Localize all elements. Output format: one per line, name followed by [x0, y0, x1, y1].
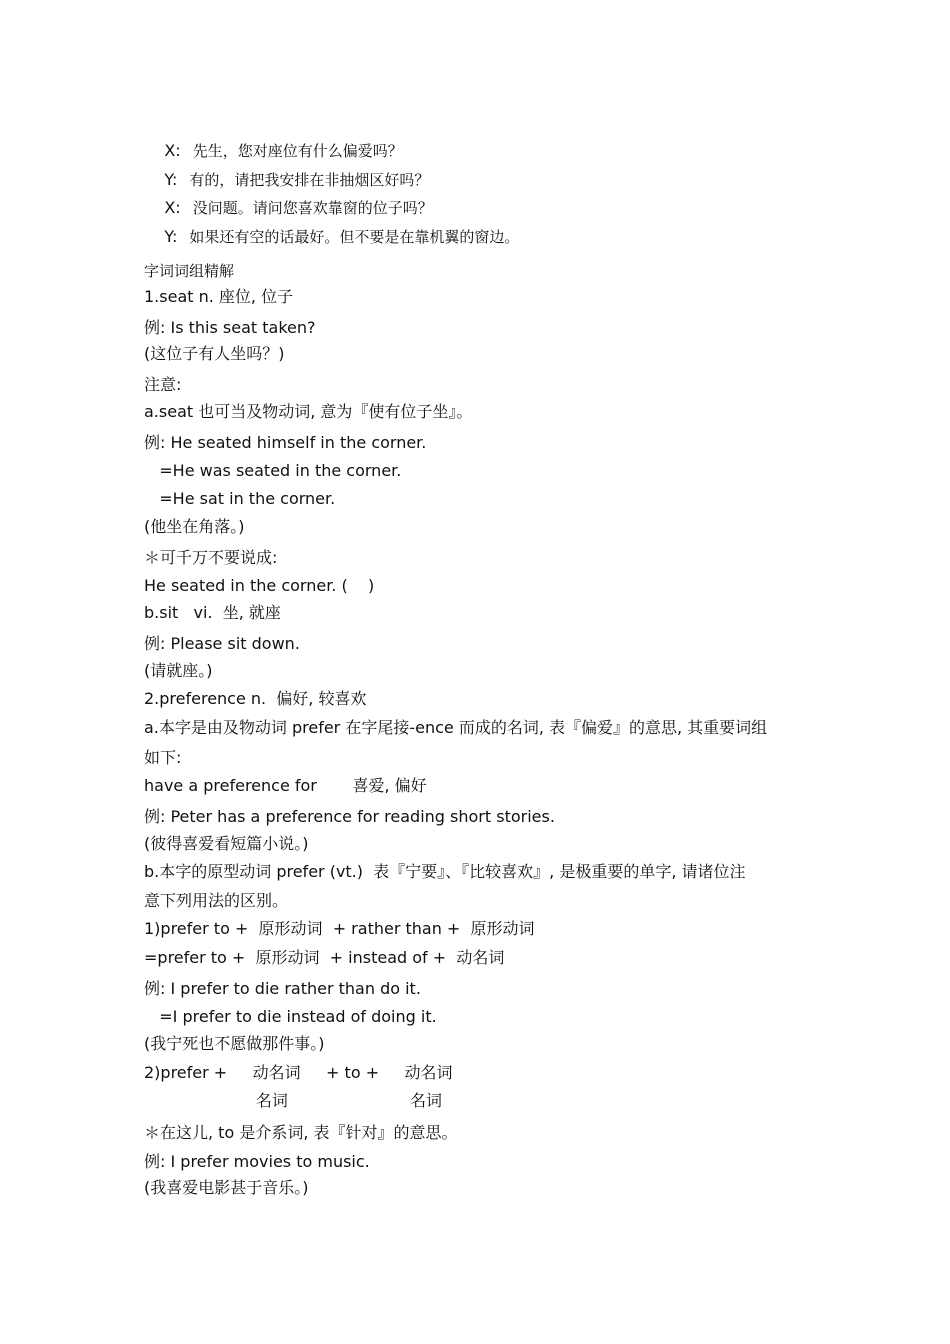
text-line: =I prefer to die instead of doing it.	[144, 1007, 437, 1026]
text-line: (他坐在角落。)	[144, 517, 245, 536]
text-line: 例: I prefer to die rather than do it.	[144, 979, 421, 998]
text-line: =He sat in the corner.	[144, 489, 336, 508]
text-line: =prefer to + 原形动词 + instead of + 动名词	[144, 948, 505, 967]
dialogue-text: 先生，您对座位有什么偏爱吗？	[192, 142, 403, 160]
text-line: 2.preference n. 偏好, 较喜欢	[144, 689, 367, 708]
speaker-label: X:	[164, 198, 181, 217]
text-line: =He was seated in the corner.	[144, 461, 402, 480]
text-line: 1.seat n. 座位, 位子	[144, 287, 294, 306]
text-line: 1)prefer to + 原形动词 + rather than + 原形动词	[144, 919, 535, 938]
dialogue-line	[144, 207, 519, 267]
dialogue-text: 没问题。请问您喜欢靠窗的位子吗？	[192, 199, 433, 217]
text-line: b.本字的原型动词 prefer (vt.) 表『宁要』、『比较喜欢』, 是极重要的单字, 请诸位注	[144, 862, 746, 881]
text-line: (请就座。)	[144, 661, 213, 680]
text-line: 2)prefer + 动名词 + to + 动名词	[144, 1063, 453, 1082]
text-line: have a preference for 喜爱, 偏好	[144, 776, 427, 795]
text-line: (这位子有人坐吗？)	[144, 344, 285, 363]
dialogue-text: 有的，请把我安排在非抽烟区好吗？	[189, 171, 430, 189]
text-line: (我喜爱电影甚于音乐。)	[144, 1178, 309, 1197]
text-line: (我宁死也不愿做那件事。)	[144, 1034, 325, 1053]
text-line: 例: He seated himself in the corner.	[144, 433, 427, 452]
text-line: 例: I prefer movies to music.	[144, 1152, 370, 1171]
speaker-label: Y:	[164, 170, 178, 189]
text-line: 意下列用法的区别。	[144, 891, 289, 910]
text-line: 例: Is this seat taken?	[144, 318, 316, 337]
text-line: 例: Peter has a preference for reading short stories.	[144, 807, 555, 826]
speaker-label: Y:	[164, 227, 178, 246]
text-line: a.本字是由及物动词 prefer 在字尾接-ence 而成的名词, 表『偏爱』的意思, 其重要词组	[144, 718, 768, 737]
text-line: 如下:	[144, 748, 182, 767]
text-line: He seated in the corner. ( )	[144, 576, 375, 595]
section-title: 字词词组精解	[144, 262, 235, 280]
text-line: ＊可千万不要说成:	[144, 548, 278, 567]
text-line: a.seat 也可当及物动词, 意为『使有位子坐』。	[144, 402, 473, 421]
dialogue-text: 如果还有空的话最好。但不要是在靠机翼的窗边。	[189, 228, 520, 246]
text-line: (彼得喜爱看短篇小说。)	[144, 834, 309, 853]
text-line: b.sit vi. 坐, 就座	[144, 603, 281, 622]
text-line: ＊在这儿, to 是介系词, 表『针对』的意思。	[144, 1123, 458, 1142]
text-line: 名词 名词	[144, 1091, 442, 1110]
text-line: 例: Please sit down.	[144, 634, 300, 653]
text-line: 注意:	[144, 375, 182, 394]
speaker-label: X:	[164, 141, 181, 160]
